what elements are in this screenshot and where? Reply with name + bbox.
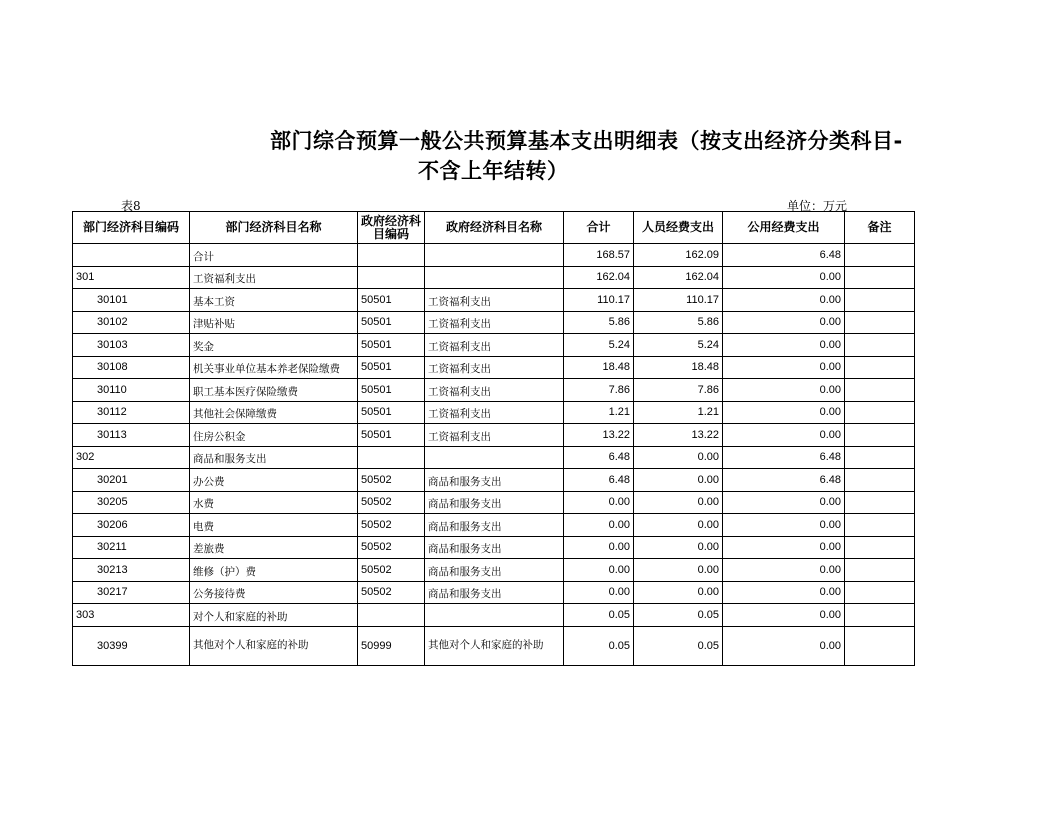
dept-name-cell: 维修（护）费 <box>190 559 358 582</box>
public-cell: 0.00 <box>723 491 845 514</box>
header-personnel: 人员经费支出 <box>634 212 723 244</box>
gov-code-cell: 50502 <box>358 514 425 537</box>
total-cell: 162.04 <box>564 266 634 289</box>
note-cell <box>845 559 915 582</box>
dept-code-cell: 30201 <box>73 469 190 492</box>
note-cell <box>845 401 915 424</box>
public-cell: 0.00 <box>723 559 845 582</box>
budget-detail-table <box>72 211 915 666</box>
note-cell <box>845 334 915 357</box>
public-cell: 0.00 <box>723 514 845 537</box>
total-cell: 110.17 <box>564 289 634 312</box>
total-cell: 0.00 <box>564 536 634 559</box>
total-cell: 0.00 <box>564 559 634 582</box>
note-cell <box>845 491 915 514</box>
dept-code-cell: 30101 <box>73 289 190 312</box>
public-cell: 0.00 <box>723 266 845 289</box>
gov-name-cell: 商品和服务支出 <box>425 469 564 492</box>
dept-code-cell: 30103 <box>73 334 190 357</box>
dept-name-cell: 办公费 <box>190 469 358 492</box>
gov-name-cell <box>425 446 564 469</box>
public-cell: 6.48 <box>723 244 845 267</box>
public-cell: 0.00 <box>723 334 845 357</box>
public-cell: 0.00 <box>723 289 845 312</box>
gov-code-cell: 50502 <box>358 536 425 559</box>
gov-name-cell: 工资福利支出 <box>425 401 564 424</box>
header-gov-code: 政府经济科目编码 <box>358 212 425 244</box>
gov-code-cell: 50501 <box>358 334 425 357</box>
dept-name-cell: 其他对个人和家庭的补助 <box>190 626 358 665</box>
dept-name-cell: 其他社会保障缴费 <box>190 401 358 424</box>
dept-code-cell: 30110 <box>73 379 190 402</box>
note-cell <box>845 469 915 492</box>
gov-name-cell: 工资福利支出 <box>425 424 564 447</box>
dept-code-cell: 30112 <box>73 401 190 424</box>
note-cell <box>845 311 915 334</box>
gov-name-cell: 商品和服务支出 <box>425 559 564 582</box>
gov-code-cell: 50501 <box>358 356 425 379</box>
public-cell: 0.00 <box>723 604 845 627</box>
gov-name-cell: 工资福利支出 <box>425 289 564 312</box>
public-cell: 0.00 <box>723 536 845 559</box>
dept-name-cell: 公务接待费 <box>190 581 358 604</box>
table-row <box>73 536 915 559</box>
total-cell: 5.86 <box>564 311 634 334</box>
table-row <box>73 491 915 514</box>
dept-code-cell: 30102 <box>73 311 190 334</box>
table-row <box>73 446 915 469</box>
note-cell <box>845 356 915 379</box>
dept-name-cell: 水费 <box>190 491 358 514</box>
personnel-cell: 0.00 <box>634 559 723 582</box>
personnel-cell: 0.00 <box>634 581 723 604</box>
gov-code-cell: 50501 <box>358 424 425 447</box>
table-row <box>73 289 915 312</box>
personnel-cell: 0.00 <box>634 469 723 492</box>
gov-name-cell <box>425 266 564 289</box>
table-row <box>73 266 915 289</box>
public-cell: 6.48 <box>723 446 845 469</box>
personnel-cell: 18.48 <box>634 356 723 379</box>
public-cell: 0.00 <box>723 356 845 379</box>
personnel-cell: 110.17 <box>634 289 723 312</box>
gov-name-cell: 工资福利支出 <box>425 311 564 334</box>
dept-code-cell: 30108 <box>73 356 190 379</box>
dept-name-cell: 商品和服务支出 <box>190 446 358 469</box>
total-cell: 168.57 <box>564 244 634 267</box>
note-cell <box>845 266 915 289</box>
gov-name-cell: 商品和服务支出 <box>425 491 564 514</box>
personnel-cell: 0.05 <box>634 604 723 627</box>
note-cell <box>845 514 915 537</box>
note-cell <box>845 244 915 267</box>
dept-name-cell: 基本工资 <box>190 289 358 312</box>
dept-name-cell: 电费 <box>190 514 358 537</box>
personnel-cell: 7.86 <box>634 379 723 402</box>
gov-name-cell <box>425 244 564 267</box>
dept-name-cell: 津贴补贴 <box>190 311 358 334</box>
note-cell <box>845 581 915 604</box>
dept-code-cell: 30113 <box>73 424 190 447</box>
dept-name-cell: 机关事业单位基本养老保险缴费 <box>190 356 358 379</box>
gov-code-cell: 50502 <box>358 559 425 582</box>
table-row <box>73 424 915 447</box>
total-cell: 18.48 <box>564 356 634 379</box>
public-cell: 0.00 <box>723 311 845 334</box>
gov-code-cell <box>358 446 425 469</box>
gov-name-cell: 商品和服务支出 <box>425 514 564 537</box>
table-row <box>73 469 915 492</box>
gov-code-cell: 50999 <box>358 626 425 665</box>
header-public: 公用经费支出 <box>723 212 845 244</box>
total-cell: 0.05 <box>564 626 634 665</box>
table-row <box>73 356 915 379</box>
dept-name-cell: 住房公积金 <box>190 424 358 447</box>
gov-code-cell: 50502 <box>358 581 425 604</box>
title-line-1: 部门综合预算一般公共预算基本支出明细表（按支出经济分类科目- <box>270 129 903 153</box>
gov-name-cell <box>425 604 564 627</box>
gov-name-cell: 工资福利支出 <box>425 356 564 379</box>
total-cell: 0.05 <box>564 604 634 627</box>
table-row <box>73 401 915 424</box>
table-row <box>73 244 915 267</box>
table-row <box>73 514 915 537</box>
personnel-cell: 1.21 <box>634 401 723 424</box>
unit-label: 单位：万元 <box>787 199 848 213</box>
note-cell <box>845 536 915 559</box>
total-cell: 6.48 <box>564 469 634 492</box>
public-cell: 0.00 <box>723 379 845 402</box>
gov-name-cell: 商品和服务支出 <box>425 581 564 604</box>
public-cell: 6.48 <box>723 469 845 492</box>
dept-code-cell: 30217 <box>73 581 190 604</box>
dept-name-cell: 合计 <box>190 244 358 267</box>
dept-code-cell: 30206 <box>73 514 190 537</box>
personnel-cell: 5.86 <box>634 311 723 334</box>
personnel-cell: 0.00 <box>634 514 723 537</box>
dept-name-cell: 差旅费 <box>190 536 358 559</box>
header-note: 备注 <box>845 212 915 244</box>
personnel-cell: 162.04 <box>634 266 723 289</box>
total-cell: 7.86 <box>564 379 634 402</box>
gov-code-cell: 50501 <box>358 289 425 312</box>
note-cell <box>845 424 915 447</box>
total-cell: 13.22 <box>564 424 634 447</box>
personnel-cell: 0.00 <box>634 491 723 514</box>
dept-code-cell: 30213 <box>73 559 190 582</box>
note-cell <box>845 604 915 627</box>
dept-name-cell: 工资福利支出 <box>190 266 358 289</box>
dept-code-cell: 30399 <box>73 626 190 665</box>
gov-name-cell: 其他对个人和家庭的补助 <box>425 626 564 665</box>
gov-code-cell: 50502 <box>358 491 425 514</box>
table-row <box>73 334 915 357</box>
personnel-cell: 0.00 <box>634 536 723 559</box>
public-cell: 0.00 <box>723 626 845 665</box>
table-number: 表8 <box>121 199 141 213</box>
total-cell: 5.24 <box>564 334 634 357</box>
total-cell: 0.00 <box>564 581 634 604</box>
total-cell: 0.00 <box>564 491 634 514</box>
personnel-cell: 0.05 <box>634 626 723 665</box>
gov-code-cell: 50501 <box>358 311 425 334</box>
public-cell: 0.00 <box>723 401 845 424</box>
report-title <box>270 126 990 186</box>
gov-code-cell <box>358 266 425 289</box>
dept-name-cell: 职工基本医疗保险缴费 <box>190 379 358 402</box>
dept-code-cell: 30211 <box>73 536 190 559</box>
table-row <box>73 604 915 627</box>
note-cell <box>845 379 915 402</box>
personnel-cell: 162.09 <box>634 244 723 267</box>
dept-name-cell: 奖金 <box>190 334 358 357</box>
dept-code-cell: 302 <box>73 446 190 469</box>
gov-code-cell: 50501 <box>358 401 425 424</box>
header-row <box>73 212 915 244</box>
table-row <box>73 559 915 582</box>
public-cell: 0.00 <box>723 581 845 604</box>
note-cell <box>845 289 915 312</box>
gov-code-cell <box>358 244 425 267</box>
gov-name-cell: 工资福利支出 <box>425 334 564 357</box>
table-row <box>73 626 915 665</box>
header-total: 合计 <box>564 212 634 244</box>
dept-name-cell: 对个人和家庭的补助 <box>190 604 358 627</box>
gov-code-cell: 50502 <box>358 469 425 492</box>
note-cell <box>845 446 915 469</box>
personnel-cell: 13.22 <box>634 424 723 447</box>
table-row <box>73 379 915 402</box>
personnel-cell: 0.00 <box>634 446 723 469</box>
total-cell: 1.21 <box>564 401 634 424</box>
total-cell: 6.48 <box>564 446 634 469</box>
gov-code-cell <box>358 604 425 627</box>
dept-code-cell: 301 <box>73 266 190 289</box>
gov-name-cell: 商品和服务支出 <box>425 536 564 559</box>
dept-code-cell <box>73 244 190 267</box>
table-row <box>73 581 915 604</box>
gov-name-cell: 工资福利支出 <box>425 379 564 402</box>
total-cell: 0.00 <box>564 514 634 537</box>
dept-code-cell: 30205 <box>73 491 190 514</box>
table-row <box>73 311 915 334</box>
header-dept-code: 部门经济科目编码 <box>73 212 190 244</box>
gov-code-cell: 50501 <box>358 379 425 402</box>
note-cell <box>845 626 915 665</box>
header-dept-name: 部门经济科目名称 <box>190 212 358 244</box>
header-gov-name: 政府经济科目名称 <box>425 212 564 244</box>
public-cell: 0.00 <box>723 424 845 447</box>
title-line-2: 不含上年结转） <box>418 159 569 183</box>
dept-code-cell: 303 <box>73 604 190 627</box>
personnel-cell: 5.24 <box>634 334 723 357</box>
